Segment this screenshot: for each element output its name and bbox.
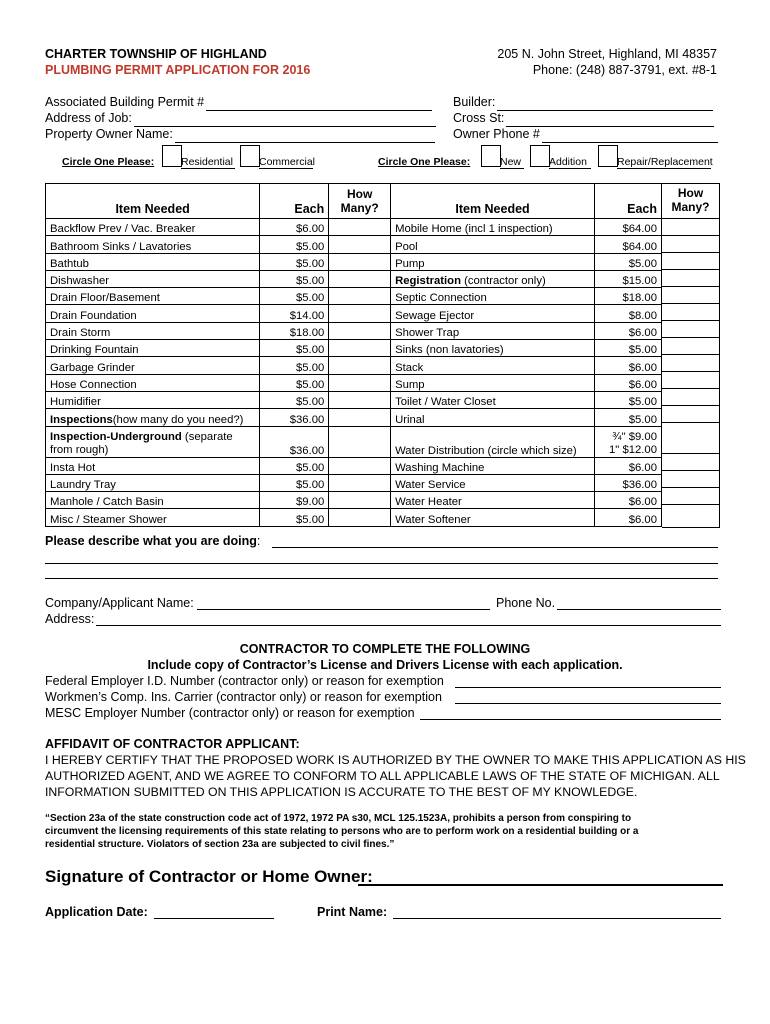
left-price-cell: $5.00 xyxy=(260,391,329,408)
left-item-cell: Backflow Prev / Vac. Breaker xyxy=(46,219,260,236)
header-right xyxy=(497,46,717,78)
right-item-cell: Water Heater xyxy=(391,492,595,509)
right-item-cell: Stack xyxy=(391,357,595,374)
applicant-address-input[interactable] xyxy=(96,625,721,626)
left-how-many-input[interactable] xyxy=(329,492,391,509)
right-how-many-input[interactable] xyxy=(662,270,719,287)
affidavit-line-3: INFORMATION SUBMITTED ON THIS APPLICATION IS ACCURATE TO THE BEST OF MY KNOWLEDGE. xyxy=(45,785,638,799)
form-title: PLUMBING PERMIT APPLICATION FOR 2016 xyxy=(45,63,311,77)
left-price-cell: $36.00 xyxy=(260,409,329,426)
table-row xyxy=(46,357,662,374)
building-permit-input[interactable] xyxy=(206,97,432,111)
right-price-cell: $5.00 xyxy=(595,340,662,357)
right-item-cell: Shower Trap xyxy=(391,322,595,339)
repair-replacement-checkbox[interactable] xyxy=(598,145,618,167)
how-many-header-left: How Many? xyxy=(329,184,391,219)
right-how-many-input[interactable] xyxy=(662,471,719,488)
right-how-many-input[interactable] xyxy=(662,236,719,253)
right-price-cell: $64.00 xyxy=(595,236,662,253)
table-row xyxy=(46,236,662,253)
application-date-input[interactable] xyxy=(154,918,274,919)
left-item-cell: Bathroom Sinks / Lavatories xyxy=(46,236,260,253)
left-price-cell: $36.00 xyxy=(260,426,329,457)
right-how-many-input[interactable] xyxy=(662,304,719,321)
left-how-many-input[interactable] xyxy=(329,253,391,270)
right-price-cell: $5.00 xyxy=(595,391,662,408)
right-price-cell: ¾" $9.00 1" $12.00 xyxy=(595,426,662,457)
right-how-many-input[interactable] xyxy=(662,406,719,423)
right-item-cell: Water Softener xyxy=(391,509,595,526)
header-left xyxy=(45,46,310,78)
print-name-label: Print Name: xyxy=(317,905,388,919)
company-label: Company/Applicant Name: xyxy=(45,596,194,610)
item-needed-header-left: Item Needed xyxy=(46,184,260,219)
left-how-many-input[interactable] xyxy=(329,236,391,253)
item-needed-header-right: Item Needed xyxy=(391,184,595,219)
right-item-cell: Registration (contractor only) xyxy=(391,270,595,287)
right-price-cell: $6.00 xyxy=(595,322,662,339)
right-how-many-input[interactable] xyxy=(662,287,719,304)
left-how-many-input[interactable] xyxy=(329,340,391,357)
describe-input-line-2[interactable] xyxy=(45,563,718,564)
left-price-cell: $5.00 xyxy=(260,457,329,474)
left-price-cell: $9.00 xyxy=(260,492,329,509)
left-how-many-input[interactable] xyxy=(329,219,391,236)
right-how-many-input[interactable] xyxy=(662,488,719,505)
section23a-line-2: circumvent the licensing requirements of this state relating to persons who are to perform work on a residential building or a xyxy=(45,826,639,837)
addition-checkbox[interactable] xyxy=(530,145,550,167)
left-item-cell: Drain Storm xyxy=(46,322,260,339)
right-item-cell: Mobile Home (incl 1 inspection) xyxy=(391,219,595,236)
table-row xyxy=(46,219,662,236)
left-price-cell: $18.00 xyxy=(260,322,329,339)
right-item-cell: Sewage Ejector xyxy=(391,305,595,322)
owner-name-input[interactable] xyxy=(175,129,435,143)
right-how-many-input[interactable] xyxy=(662,372,719,389)
org-name: CHARTER TOWNSHIP OF HIGHLAND xyxy=(45,47,267,61)
each-header-right: Each xyxy=(595,184,662,219)
fein-label: Federal Employer I.D. Number (contractor only) or reason for exemption xyxy=(45,674,444,688)
contractor-heading: CONTRACTOR TO COMPLETE THE FOLLOWING xyxy=(239,642,531,656)
left-price-cell: $5.00 xyxy=(260,253,329,270)
signature-input[interactable] xyxy=(358,884,723,886)
building-permit-field: Associated Building Permit # xyxy=(45,94,432,111)
left-price-cell: $5.00 xyxy=(260,270,329,287)
right-how-many-input[interactable] xyxy=(662,454,719,471)
left-item-cell: Bathtub xyxy=(46,253,260,270)
left-how-many-input[interactable] xyxy=(329,409,391,426)
how-many-column-right xyxy=(662,183,720,528)
left-how-many-input[interactable] xyxy=(329,288,391,305)
left-price-cell: $5.00 xyxy=(260,474,329,491)
fee-table-body xyxy=(46,219,662,527)
right-item-cell: Toilet / Water Closet xyxy=(391,391,595,408)
right-how-many-input[interactable] xyxy=(662,389,719,406)
mesc-input[interactable] xyxy=(420,719,721,720)
table-header-row xyxy=(46,184,662,219)
table-row xyxy=(46,253,662,270)
left-item-cell: Garbage Grinder xyxy=(46,357,260,374)
table-row xyxy=(46,492,662,509)
table-row xyxy=(46,322,662,339)
left-price-cell: $5.00 xyxy=(260,236,329,253)
left-item-cell: Drain Floor/Basement xyxy=(46,288,260,305)
right-price-cell: $6.00 xyxy=(595,374,662,391)
table-row xyxy=(46,391,662,408)
right-item-cell: Pump xyxy=(391,253,595,270)
table-row xyxy=(46,270,662,287)
new-checkbox[interactable] xyxy=(481,145,501,167)
owner-phone-field: Owner Phone # xyxy=(453,126,718,143)
left-how-many-input[interactable] xyxy=(329,270,391,287)
left-item-cell: Inspections(how many do you need?) xyxy=(46,409,260,426)
right-how-many-input[interactable] xyxy=(662,355,719,372)
residential-checkbox[interactable] xyxy=(162,145,182,167)
builder-field: Builder: xyxy=(453,94,713,111)
left-how-many-input[interactable] xyxy=(329,374,391,391)
right-item-cell: Water Distribution (circle which size) xyxy=(391,426,595,457)
signature-label: Signature of Contractor or Home Owner: xyxy=(45,867,373,886)
builder-input[interactable] xyxy=(497,97,713,111)
affidavit-line-2: AUTHORIZED AGENT, AND WE AGREE TO CONFORM TO ALL APPLICABLE LAWS OF THE STATE OF MICHIGAN. ALL xyxy=(45,769,720,783)
left-how-many-input[interactable] xyxy=(329,426,391,457)
right-how-many-input[interactable] xyxy=(662,253,719,270)
phone-no-input[interactable] xyxy=(557,609,721,610)
commercial-checkbox[interactable] xyxy=(240,145,260,167)
right-item-cell: Washing Machine xyxy=(391,457,595,474)
right-price-cell: $6.00 xyxy=(595,357,662,374)
left-how-many-input[interactable] xyxy=(329,357,391,374)
left-how-many-input[interactable] xyxy=(329,305,391,322)
table-row xyxy=(46,457,662,474)
left-price-cell: $5.00 xyxy=(260,509,329,526)
job-address-field: Address of Job: xyxy=(45,110,436,127)
addition-label: Addition xyxy=(549,156,591,169)
left-how-many-input[interactable] xyxy=(329,322,391,339)
left-how-many-input[interactable] xyxy=(329,474,391,491)
table-row xyxy=(46,340,662,357)
right-price-cell: $8.00 xyxy=(595,305,662,322)
right-item-cell: Pool xyxy=(391,236,595,253)
section23a-line-3: residential structure. Violators of section 23a are subjected to civil fines.” xyxy=(45,839,395,850)
fein-input[interactable] xyxy=(455,687,721,688)
describe-input-line-3[interactable] xyxy=(45,578,718,579)
fee-table xyxy=(45,183,662,527)
right-how-many-input[interactable] xyxy=(662,338,719,355)
each-header-left: Each xyxy=(260,184,329,219)
right-price-cell: $6.00 xyxy=(595,457,662,474)
right-item-cell: Sump xyxy=(391,374,595,391)
left-how-many-input[interactable] xyxy=(329,509,391,526)
left-price-cell: $14.00 xyxy=(260,305,329,322)
repair-replacement-label: Repair/Replacement xyxy=(617,156,713,168)
right-price-cell: $64.00 xyxy=(595,219,662,236)
right-how-many-input[interactable] xyxy=(662,423,719,454)
left-item-cell: Hose Connection xyxy=(46,374,260,391)
right-price-cell: $6.00 xyxy=(595,509,662,526)
workmens-comp-input[interactable] xyxy=(455,703,721,704)
print-name-input[interactable] xyxy=(393,918,721,919)
table-row xyxy=(46,509,662,526)
right-price-cell: $5.00 xyxy=(595,253,662,270)
circle-one-label-right: Circle One Please: xyxy=(378,156,471,168)
left-item-cell: Drain Foundation xyxy=(46,305,260,322)
left-item-cell: Insta Hot xyxy=(46,457,260,474)
commercial-label: Commercial xyxy=(259,156,316,168)
circle-one-label-left: Circle One Please: xyxy=(62,156,155,168)
right-price-cell: $5.00 xyxy=(595,409,662,426)
company-input[interactable] xyxy=(197,609,490,610)
left-price-cell: $5.00 xyxy=(260,357,329,374)
right-how-many-input[interactable] xyxy=(662,505,719,522)
office-address: 205 N. John Street, Highland, MI 48357 xyxy=(497,47,717,61)
table-row xyxy=(46,409,662,426)
how-many-header-right: How Many? xyxy=(662,184,719,219)
left-item-cell: Misc / Steamer Shower xyxy=(46,509,260,526)
left-item-cell: Inspection-Underground (separate from rough) xyxy=(46,426,260,457)
phone-no-label: Phone No. xyxy=(496,596,556,610)
applicant-address-label: Address: xyxy=(45,612,95,626)
right-item-cell: Urinal xyxy=(391,409,595,426)
right-item-cell: Septic Connection xyxy=(391,288,595,305)
cross-st-input[interactable] xyxy=(506,113,714,127)
owner-phone-input[interactable] xyxy=(542,129,718,143)
describe-input-line-1[interactable] xyxy=(272,547,718,548)
table-row xyxy=(46,305,662,322)
right-price-cell: $6.00 xyxy=(595,492,662,509)
left-how-many-input[interactable] xyxy=(329,391,391,408)
cross-st-field: Cross St: xyxy=(453,110,714,127)
left-item-cell: Drinking Fountain xyxy=(46,340,260,357)
table-row xyxy=(46,374,662,391)
office-phone: Phone: (248) 887-3791, ext. #8-1 xyxy=(532,63,717,77)
left-item-cell: Laundry Tray xyxy=(46,474,260,491)
left-price-cell: $6.00 xyxy=(260,219,329,236)
left-item-cell: Humidifier xyxy=(46,391,260,408)
right-item-cell: Sinks (non lavatories) xyxy=(391,340,595,357)
job-address-input[interactable] xyxy=(134,113,436,127)
left-price-cell: $5.00 xyxy=(260,374,329,391)
left-price-cell: $5.00 xyxy=(260,340,329,357)
application-date-label: Application Date: xyxy=(45,905,148,919)
mesc-label: MESC Employer Number (contractor only) or reason for exemption xyxy=(45,706,415,720)
workmens-comp-label: Workmen’s Comp. Ins. Carrier (contractor only) or reason for exemption xyxy=(45,690,442,704)
right-price-cell: $15.00 xyxy=(595,270,662,287)
left-item-cell: Dishwasher xyxy=(46,270,260,287)
right-how-many-input[interactable] xyxy=(662,321,719,338)
left-price-cell: $5.00 xyxy=(260,288,329,305)
section23a-line-1: “Section 23a of the state construction code act of 1972, 1972 PA s30, MCL 125.1523A, prohibits a person from conspiring to xyxy=(45,813,632,824)
contractor-subheading: Include copy of Contractor’s License and Drivers License with each application. xyxy=(147,658,623,672)
new-label: New xyxy=(500,156,524,169)
left-how-many-input[interactable] xyxy=(329,457,391,474)
right-how-many-input[interactable] xyxy=(662,219,719,236)
owner-name-field: Property Owner Name: xyxy=(45,126,435,143)
residential-label: Residential xyxy=(181,156,233,168)
affidavit-line-1: I HEREBY CERTIFY THAT THE PROPOSED WORK IS AUTHORIZED BY THE OWNER TO MAKE THIS APPLICATION AS HIS xyxy=(45,753,746,767)
right-item-cell: Water Service xyxy=(391,474,595,491)
right-price-cell: $36.00 xyxy=(595,474,662,491)
right-price-cell: $18.00 xyxy=(595,288,662,305)
describe-label: Please describe what you are doing: xyxy=(45,534,261,548)
table-row xyxy=(46,426,662,457)
left-item-cell: Manhole / Catch Basin xyxy=(46,492,260,509)
table-row xyxy=(46,474,662,491)
affidavit-heading: AFFIDAVIT OF CONTRACTOR APPLICANT: xyxy=(45,737,300,751)
table-row xyxy=(46,288,662,305)
